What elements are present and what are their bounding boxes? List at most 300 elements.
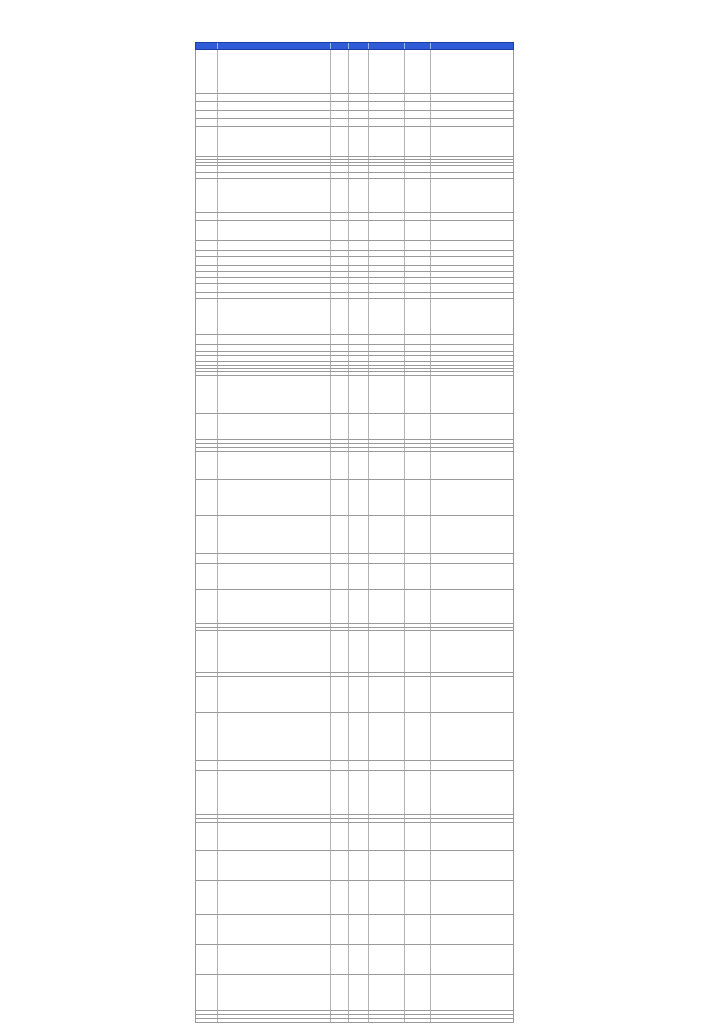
table-cell	[196, 444, 218, 447]
table-cell	[405, 94, 431, 101]
table-cell	[369, 444, 405, 447]
table-cell	[405, 945, 431, 974]
table-cell	[218, 369, 331, 371]
table-cell	[405, 554, 431, 563]
table-cell	[218, 448, 331, 451]
table-cell	[196, 362, 218, 365]
table-cell	[218, 414, 331, 439]
table-cell	[196, 166, 218, 172]
table-cell	[405, 345, 431, 351]
table-cell	[218, 624, 331, 627]
table-cell	[369, 251, 405, 256]
table-cell	[405, 241, 431, 250]
table-cell	[196, 299, 218, 334]
table-row	[196, 119, 513, 127]
table-cell	[349, 677, 369, 712]
table-cell	[405, 1011, 431, 1014]
table-cell	[331, 1019, 349, 1022]
column-header-1	[196, 43, 218, 49]
table-cell	[331, 975, 349, 1010]
table-row	[196, 179, 513, 213]
table-cell	[196, 335, 218, 344]
table-cell	[349, 362, 369, 365]
table-cell	[196, 94, 218, 101]
table-cell	[349, 102, 369, 110]
table-cell	[405, 823, 431, 850]
table-cell	[196, 372, 218, 375]
table-cell	[331, 628, 349, 630]
table-cell	[196, 823, 218, 850]
table-cell	[218, 631, 331, 672]
table-cell	[369, 761, 405, 770]
table-cell	[218, 213, 331, 220]
table-cell	[349, 179, 369, 212]
table-body	[195, 50, 514, 1023]
table-row	[196, 241, 513, 251]
table-cell	[431, 713, 513, 760]
table-cell	[196, 677, 218, 712]
table-cell	[431, 631, 513, 672]
table-cell	[349, 1011, 369, 1014]
table-cell	[405, 266, 431, 271]
table-cell	[369, 945, 405, 974]
table-cell	[369, 366, 405, 368]
table-cell	[349, 761, 369, 770]
table-cell	[196, 628, 218, 630]
table-cell	[349, 554, 369, 563]
table-cell	[369, 345, 405, 351]
table-cell	[405, 444, 431, 447]
table-cell	[349, 1015, 369, 1018]
table-cell	[218, 590, 331, 623]
table-cell	[349, 163, 369, 165]
table-row	[196, 376, 513, 414]
table-cell	[405, 213, 431, 220]
table-row	[196, 299, 513, 335]
table-cell	[431, 50, 513, 93]
table-cell	[196, 448, 218, 451]
table-cell	[369, 480, 405, 515]
table-row	[196, 480, 513, 516]
table-cell	[405, 761, 431, 770]
table-cell	[196, 119, 218, 126]
table-cell	[405, 278, 431, 283]
table-cell	[349, 369, 369, 371]
table-cell	[405, 673, 431, 676]
table-cell	[349, 673, 369, 676]
table-cell	[331, 293, 349, 298]
table-cell	[369, 293, 405, 298]
table-cell	[369, 50, 405, 93]
table-cell	[405, 179, 431, 212]
table-cell	[369, 771, 405, 814]
table-cell	[349, 516, 369, 553]
table-cell	[431, 352, 513, 355]
table-cell	[331, 819, 349, 822]
table-cell	[218, 1019, 331, 1022]
table-cell	[369, 590, 405, 623]
table-cell	[349, 628, 369, 630]
table-row	[196, 823, 513, 851]
table-cell	[405, 127, 431, 156]
table-cell	[369, 369, 405, 371]
table-cell	[196, 179, 218, 212]
table-cell	[349, 266, 369, 271]
table-cell	[369, 915, 405, 944]
table-cell	[331, 251, 349, 256]
table-row	[196, 713, 513, 761]
table-cell	[349, 945, 369, 974]
table-cell	[218, 356, 331, 361]
table-cell	[331, 761, 349, 770]
table-cell	[405, 221, 431, 240]
table-cell	[369, 163, 405, 165]
table-cell	[331, 771, 349, 814]
table-cell	[349, 241, 369, 250]
table-cell	[218, 345, 331, 351]
table-cell	[218, 975, 331, 1010]
table-row	[196, 345, 513, 352]
table-cell	[369, 221, 405, 240]
table-cell	[218, 335, 331, 344]
table-cell	[331, 284, 349, 292]
table-cell	[331, 590, 349, 623]
table-cell	[405, 173, 431, 178]
table-cell	[431, 160, 513, 162]
table-cell	[218, 480, 331, 515]
table-cell	[431, 335, 513, 344]
table-cell	[196, 376, 218, 413]
table-cell	[331, 163, 349, 165]
table-cell	[369, 257, 405, 265]
data-table	[195, 42, 514, 1023]
table-cell	[349, 127, 369, 156]
table-cell	[218, 293, 331, 298]
table-cell	[405, 819, 431, 822]
table-cell	[196, 278, 218, 283]
table-cell	[405, 851, 431, 880]
table-cell	[431, 366, 513, 368]
table-cell	[218, 221, 331, 240]
table-cell	[349, 278, 369, 283]
table-cell	[331, 713, 349, 760]
table-cell	[218, 50, 331, 93]
table-cell	[431, 945, 513, 974]
table-cell	[196, 366, 218, 368]
table-row	[196, 945, 513, 975]
table-cell	[431, 564, 513, 589]
table-cell	[218, 915, 331, 944]
table-cell	[369, 881, 405, 914]
table-cell	[218, 945, 331, 974]
table-row	[196, 1019, 513, 1023]
table-cell	[331, 257, 349, 265]
table-cell	[196, 945, 218, 974]
table-cell	[218, 127, 331, 156]
table-cell	[349, 564, 369, 589]
table-cell	[431, 1011, 513, 1014]
table-cell	[431, 157, 513, 159]
table-cell	[431, 1019, 513, 1022]
table-cell	[431, 345, 513, 351]
table-cell	[331, 631, 349, 672]
table-cell	[218, 160, 331, 162]
table-cell	[405, 1019, 431, 1022]
table-cell	[218, 179, 331, 212]
table-cell	[218, 257, 331, 265]
table-cell	[331, 815, 349, 818]
table-cell	[431, 516, 513, 553]
table-cell	[405, 157, 431, 159]
table-cell	[431, 179, 513, 212]
table-cell	[431, 554, 513, 563]
table-cell	[405, 50, 431, 93]
table-row	[196, 771, 513, 815]
table-cell	[431, 673, 513, 676]
table-cell	[196, 173, 218, 178]
table-cell	[196, 369, 218, 371]
table-cell	[331, 366, 349, 368]
table-cell	[369, 628, 405, 630]
table-cell	[431, 299, 513, 334]
table-cell	[431, 356, 513, 361]
table-cell	[218, 272, 331, 277]
table-cell	[369, 677, 405, 712]
table-cell	[331, 444, 349, 447]
table-cell	[369, 851, 405, 880]
table-cell	[431, 819, 513, 822]
table-cell	[218, 366, 331, 368]
table-cell	[369, 352, 405, 355]
table-cell	[369, 564, 405, 589]
table-header	[195, 42, 514, 50]
table-cell	[196, 673, 218, 676]
table-cell	[218, 554, 331, 563]
table-cell	[196, 554, 218, 563]
table-cell	[196, 564, 218, 589]
table-cell	[349, 345, 369, 351]
table-cell	[369, 119, 405, 126]
table-cell	[218, 444, 331, 447]
table-cell	[431, 221, 513, 240]
table-cell	[331, 554, 349, 563]
table-cell	[349, 119, 369, 126]
table-cell	[369, 624, 405, 627]
table-cell	[331, 881, 349, 914]
table-cell	[331, 851, 349, 880]
table-row	[196, 94, 513, 102]
table-cell	[431, 851, 513, 880]
table-cell	[196, 771, 218, 814]
table-cell	[331, 1015, 349, 1018]
table-cell	[331, 272, 349, 277]
table-cell	[369, 414, 405, 439]
table-cell	[196, 590, 218, 623]
table-cell	[369, 213, 405, 220]
table-cell	[349, 221, 369, 240]
table-cell	[349, 299, 369, 334]
table-cell	[331, 345, 349, 351]
table-cell	[431, 414, 513, 439]
table-cell	[349, 366, 369, 368]
table-cell	[349, 823, 369, 850]
table-cell	[196, 111, 218, 118]
table-cell	[405, 160, 431, 162]
table-cell	[218, 376, 331, 413]
table-cell	[405, 713, 431, 760]
table-cell	[431, 369, 513, 371]
table-cell	[331, 179, 349, 212]
table-row	[196, 915, 513, 945]
table-cell	[405, 372, 431, 375]
table-cell	[349, 293, 369, 298]
table-cell	[405, 369, 431, 371]
table-cell	[196, 975, 218, 1010]
table-cell	[369, 713, 405, 760]
table-cell	[405, 111, 431, 118]
table-cell	[405, 440, 431, 443]
table-cell	[196, 102, 218, 110]
table-cell	[431, 444, 513, 447]
table-cell	[405, 119, 431, 126]
table-cell	[218, 166, 331, 172]
table-cell	[331, 369, 349, 371]
table-cell	[331, 50, 349, 93]
table-cell	[218, 713, 331, 760]
table-cell	[431, 677, 513, 712]
table-cell	[196, 345, 218, 351]
table-cell	[349, 1019, 369, 1022]
table-cell	[405, 293, 431, 298]
table-cell	[431, 166, 513, 172]
table-cell	[331, 241, 349, 250]
table-cell	[405, 1015, 431, 1018]
table-cell	[331, 356, 349, 361]
table-cell	[218, 1015, 331, 1018]
table-row	[196, 221, 513, 241]
table-cell	[196, 516, 218, 553]
table-cell	[349, 251, 369, 256]
table-row	[196, 851, 513, 881]
table-cell	[331, 94, 349, 101]
table-cell	[349, 975, 369, 1010]
table-cell	[331, 372, 349, 375]
table-cell	[349, 713, 369, 760]
table-cell	[405, 352, 431, 355]
table-row	[196, 590, 513, 624]
table-cell	[331, 516, 349, 553]
table-cell	[369, 1015, 405, 1018]
table-cell	[349, 335, 369, 344]
table-cell	[369, 819, 405, 822]
table-cell	[405, 362, 431, 365]
table-cell	[431, 119, 513, 126]
table-cell	[218, 372, 331, 375]
table-cell	[349, 815, 369, 818]
table-cell	[369, 975, 405, 1010]
table-cell	[431, 251, 513, 256]
table-cell	[196, 356, 218, 361]
table-cell	[405, 516, 431, 553]
table-cell	[196, 221, 218, 240]
table-cell	[196, 915, 218, 944]
table-cell	[369, 278, 405, 283]
table-cell	[349, 480, 369, 515]
table-cell	[349, 257, 369, 265]
table-cell	[196, 50, 218, 93]
table-cell	[369, 266, 405, 271]
table-cell	[331, 157, 349, 159]
table-cell	[405, 480, 431, 515]
table-cell	[218, 173, 331, 178]
table-row	[196, 452, 513, 480]
table-cell	[369, 1011, 405, 1014]
table-cell	[349, 50, 369, 93]
table-cell	[349, 94, 369, 101]
table-cell	[331, 448, 349, 451]
table-cell	[369, 516, 405, 553]
table-cell	[431, 624, 513, 627]
table-cell	[218, 157, 331, 159]
table-cell	[369, 272, 405, 277]
table-row	[196, 761, 513, 771]
table-cell	[196, 241, 218, 250]
table-cell	[218, 241, 331, 250]
table-cell	[218, 1011, 331, 1014]
table-cell	[331, 414, 349, 439]
table-cell	[331, 823, 349, 850]
table-cell	[218, 851, 331, 880]
table-cell	[331, 376, 349, 413]
table-cell	[431, 163, 513, 165]
table-cell	[349, 915, 369, 944]
table-cell	[218, 111, 331, 118]
column-header-2	[218, 43, 331, 49]
table-cell	[196, 1015, 218, 1018]
table-cell	[349, 160, 369, 162]
table-cell	[196, 272, 218, 277]
table-cell	[349, 173, 369, 178]
table-cell	[218, 564, 331, 589]
table-cell	[331, 102, 349, 110]
table-cell	[405, 915, 431, 944]
table-cell	[405, 299, 431, 334]
table-cell	[405, 166, 431, 172]
table-cell	[349, 851, 369, 880]
table-cell	[349, 771, 369, 814]
table-cell	[405, 452, 431, 479]
table-row	[196, 516, 513, 554]
table-cell	[431, 102, 513, 110]
table-cell	[369, 160, 405, 162]
table-cell	[431, 815, 513, 818]
table-cell	[196, 1011, 218, 1014]
table-row	[196, 335, 513, 345]
table-row	[196, 257, 513, 266]
table-cell	[196, 713, 218, 760]
table-row	[196, 111, 513, 119]
table-cell	[218, 299, 331, 334]
table-cell	[431, 761, 513, 770]
table-cell	[431, 127, 513, 156]
table-cell	[431, 823, 513, 850]
table-cell	[349, 440, 369, 443]
table-cell	[196, 157, 218, 159]
table-cell	[218, 266, 331, 271]
table-cell	[218, 677, 331, 712]
table-cell	[369, 94, 405, 101]
table-cell	[405, 975, 431, 1010]
